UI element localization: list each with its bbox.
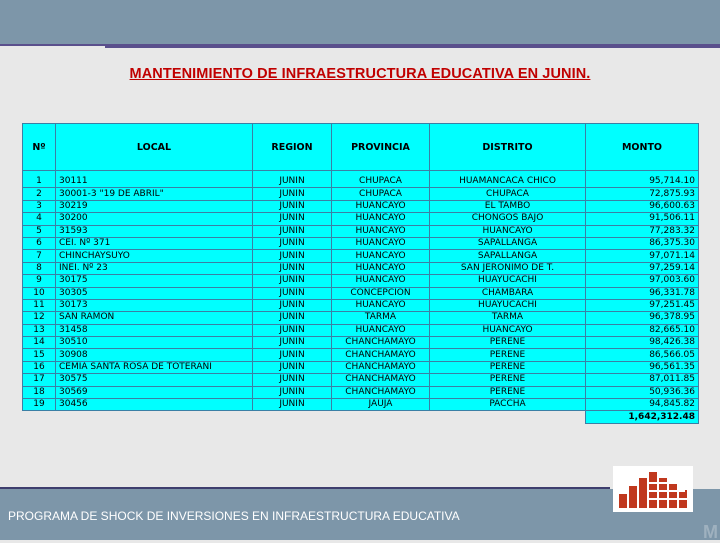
cell-region: JUNIN <box>253 337 332 349</box>
budget-table <box>22 123 699 424</box>
cell-provincia: CHUPACA <box>332 188 430 200</box>
cell-number: 9 <box>23 275 56 287</box>
cell-region: JUNIN <box>253 324 332 336</box>
cell-provincia: CHANCHAMAYO <box>332 349 430 361</box>
cell-region: JUNIN <box>253 188 332 200</box>
table-row <box>23 312 699 324</box>
table-row <box>23 275 699 287</box>
cell-monto: 86,375.30 <box>586 237 699 249</box>
column-header-number: Nº <box>23 124 56 171</box>
cell-number: 14 <box>23 337 56 349</box>
table-row <box>23 324 699 336</box>
cell-provincia: CHANCHAMAYO <box>332 386 430 398</box>
table-row <box>23 200 699 212</box>
cell-local: 31593 <box>56 225 253 237</box>
cell-monto: 91,506.11 <box>586 213 699 225</box>
cell-number: 8 <box>23 262 56 274</box>
table-row <box>23 287 699 299</box>
table-row <box>23 374 699 386</box>
cell-distrito: PERENE <box>430 349 586 361</box>
cell-distrito: SAN JERONIMO DE T. <box>430 262 586 274</box>
cell-number: 16 <box>23 361 56 373</box>
cell-local: 30575 <box>56 374 253 386</box>
cell-local: CEI. Nº 371 <box>56 237 253 249</box>
cell-local: 30200 <box>56 213 253 225</box>
cell-local: 30510 <box>56 337 253 349</box>
table-header-row <box>23 124 699 171</box>
header-divider <box>105 44 720 48</box>
cell-monto: 82,665.10 <box>586 324 699 336</box>
cell-distrito: CHAMBARA <box>430 287 586 299</box>
cell-distrito: HUANCAYO <box>430 324 586 336</box>
cell-local: 30175 <box>56 275 253 287</box>
cell-local: 30908 <box>56 349 253 361</box>
column-header-local: LOCAL <box>56 124 253 171</box>
cell-monto: 96,378.95 <box>586 312 699 324</box>
cell-number: 6 <box>23 237 56 249</box>
table-row <box>23 349 699 361</box>
cell-number: 1 <box>23 176 56 188</box>
cell-distrito: EL TAMBO <box>430 200 586 212</box>
column-header-region: REGION <box>253 124 332 171</box>
cell-provincia: TARMA <box>332 312 430 324</box>
cell-local: 30001-3 "19 DE ABRIL" <box>56 188 253 200</box>
cell-monto: 77,283.32 <box>586 225 699 237</box>
header-bar <box>0 0 720 44</box>
cell-provincia: HUANCAYO <box>332 250 430 262</box>
cell-local: SAN RAMON <box>56 312 253 324</box>
cell-monto: 96,600.63 <box>586 200 699 212</box>
cell-monto: 96,561.35 <box>586 361 699 373</box>
cell-local: 30173 <box>56 299 253 311</box>
cell-number: 19 <box>23 399 56 411</box>
cell-region: JUNIN <box>253 361 332 373</box>
cell-provincia: CHANCHAMAYO <box>332 374 430 386</box>
cell-number: 4 <box>23 213 56 225</box>
cell-region: JUNIN <box>253 399 332 411</box>
cell-provincia: HUANCAYO <box>332 225 430 237</box>
cell-number: 10 <box>23 287 56 299</box>
table-row <box>23 250 699 262</box>
cell-local: 30111 <box>56 176 253 188</box>
cell-number: 17 <box>23 374 56 386</box>
cell-region: JUNIN <box>253 237 332 249</box>
table-row <box>23 337 699 349</box>
cell-provincia: CHUPACA <box>332 176 430 188</box>
table-body <box>23 171 699 411</box>
cell-region: JUNIN <box>253 312 332 324</box>
cell-number: 11 <box>23 299 56 311</box>
cell-region: JUNIN <box>253 200 332 212</box>
cell-number: 12 <box>23 312 56 324</box>
cell-distrito: CHUPACA <box>430 188 586 200</box>
cell-distrito: PERENE <box>430 337 586 349</box>
cell-monto: 97,251.45 <box>586 299 699 311</box>
cell-number: 7 <box>23 250 56 262</box>
cell-monto: 87,011.85 <box>586 374 699 386</box>
cell-monto: 72,875.93 <box>586 188 699 200</box>
cell-provincia: HUANCAYO <box>332 324 430 336</box>
cell-local: 31458 <box>56 324 253 336</box>
table-row <box>23 176 699 188</box>
cell-provincia: CHANCHAMAYO <box>332 361 430 373</box>
table-row <box>23 237 699 249</box>
header-divider-left <box>0 44 105 46</box>
total-amount: 1,642,312.48 <box>586 411 699 423</box>
table-row <box>23 399 699 411</box>
cell-local: INEI. Nº 23 <box>56 262 253 274</box>
table-row <box>23 262 699 274</box>
cell-number: 5 <box>23 225 56 237</box>
cell-distrito: PERENE <box>430 361 586 373</box>
cell-monto: 95,714.10 <box>586 176 699 188</box>
cell-number: 15 <box>23 349 56 361</box>
cell-provincia: CONCEPCION <box>332 287 430 299</box>
cell-region: JUNIN <box>253 213 332 225</box>
cell-region: JUNIN <box>253 176 332 188</box>
cell-local: 30305 <box>56 287 253 299</box>
cell-distrito: PERENE <box>430 386 586 398</box>
cell-monto: 50,936.36 <box>586 386 699 398</box>
table-row <box>23 299 699 311</box>
cell-provincia: HUANCAYO <box>332 237 430 249</box>
column-header-provincia: PROVINCIA <box>332 124 430 171</box>
cell-distrito: CHONGOS BAJO <box>430 213 586 225</box>
cell-region: JUNIN <box>253 225 332 237</box>
cell-provincia: JAUJA <box>332 399 430 411</box>
cell-monto: 86,566.05 <box>586 349 699 361</box>
cell-region: JUNIN <box>253 262 332 274</box>
cell-distrito: TARMA <box>430 312 586 324</box>
table-total-row <box>23 411 699 423</box>
cell-monto: 94,845.82 <box>586 399 699 411</box>
cell-region: JUNIN <box>253 250 332 262</box>
cell-provincia: HUANCAYO <box>332 275 430 287</box>
table-container <box>22 123 698 424</box>
cell-region: JUNIN <box>253 349 332 361</box>
cell-local: 30219 <box>56 200 253 212</box>
page-title: MANTENIMIENTO DE INFRAESTRUCTURA EDUCATIVA EN JUNIN. <box>129 66 591 82</box>
cell-monto: 97,259.14 <box>586 262 699 274</box>
cell-monto: 97,071.14 <box>586 250 699 262</box>
cell-number: 18 <box>23 386 56 398</box>
cell-region: JUNIN <box>253 386 332 398</box>
table-row <box>23 386 699 398</box>
cell-distrito: HUAYUCACHI <box>430 299 586 311</box>
column-header-monto: MONTO <box>586 124 699 171</box>
cell-provincia: HUANCAYO <box>332 262 430 274</box>
cell-number: 3 <box>23 200 56 212</box>
table-row <box>23 213 699 225</box>
table-row <box>23 188 699 200</box>
cell-monto: 96,331.78 <box>586 287 699 299</box>
cell-region: JUNIN <box>253 287 332 299</box>
cell-distrito: SAPALLANGA <box>430 250 586 262</box>
cell-region: JUNIN <box>253 374 332 386</box>
cell-region: JUNIN <box>253 299 332 311</box>
cell-distrito: SAPALLANGA <box>430 237 586 249</box>
footer-program-text: PROGRAMA DE SHOCK DE INVERSIONES EN INFRAESTRUCTURA EDUCATIVA <box>8 509 460 523</box>
cell-region: JUNIN <box>253 275 332 287</box>
cell-number: 13 <box>23 324 56 336</box>
cell-provincia: CHANCHAMAYO <box>332 337 430 349</box>
cell-monto: 97,003.60 <box>586 275 699 287</box>
cell-distrito: PERENE <box>430 374 586 386</box>
cell-monto: 98,426.38 <box>586 337 699 349</box>
corner-watermark-letter: M <box>703 522 718 542</box>
cell-distrito: HUAMANCACA CHICO <box>430 176 586 188</box>
table-row <box>23 225 699 237</box>
cell-local: 30456 <box>56 399 253 411</box>
cell-local: CHINCHAYSUYO <box>56 250 253 262</box>
cell-provincia: HUANCAYO <box>332 299 430 311</box>
table-row <box>23 361 699 373</box>
column-header-distrito: DISTRITO <box>430 124 586 171</box>
cell-local: 30569 <box>56 386 253 398</box>
cell-provincia: HUANCAYO <box>332 213 430 225</box>
cell-number: 2 <box>23 188 56 200</box>
cell-distrito: HUANCAYO <box>430 225 586 237</box>
cell-distrito: HUAYUCACHI <box>430 275 586 287</box>
bar-steps-logo-icon <box>613 466 693 512</box>
cell-local: CEMIA SANTA ROSA DE TOTERANI <box>56 361 253 373</box>
cell-provincia: HUANCAYO <box>332 200 430 212</box>
cell-distrito: PACCHA <box>430 399 586 411</box>
